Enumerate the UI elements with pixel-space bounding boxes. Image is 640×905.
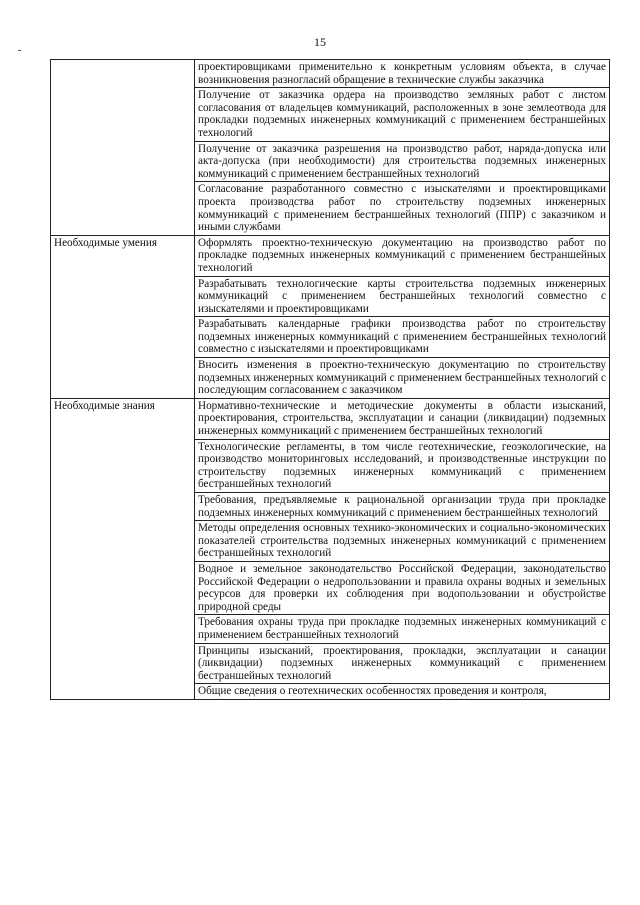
table-cell: Получение от заказчика разрешения на производство работ, наряда-допуска или акта-допуска (при необходимости) для строительства подземных инженерных коммуникаций с применением бестраншейных технологий xyxy=(195,141,610,182)
table-cell: Оформлять проектно-техническую документацию на производство работ по прокладке подземных инженерных коммуникаций с применением бестраншейных технологий xyxy=(195,235,610,276)
table-cell: Нормативно-технические и методические документы в области изысканий, проектирования, строительства, эксплуатации и санации (ликвидации) подземных инженерных коммуникаций с применением бестраншейных технологий xyxy=(195,398,610,439)
table-cell: Требования, предъявляемые к рациональной организации труда при прокладке подземных инженерных коммуникаций с применением бестраншейных технологий xyxy=(195,493,610,521)
table-cell: Вносить изменения в проектно-техническую документацию по строительству подземных инженерных коммуникаций с применением бестраншейных технологий с последующим согласованием с заказчиком xyxy=(195,358,610,399)
table-cell: Разрабатывать календарные графики производства работ по строительству подземных инженерных коммуникаций с применением бестраншейных технологий совместно с изыскателями и проектировщиками xyxy=(195,317,610,358)
table-cell: Технологические регламенты, в том числе геотехнические, геоэкологические, на производство мониторинговых исследований, и производственные инструкции по строительству подземных инженерных коммуникаций с применением бестраншейных технологий xyxy=(195,439,610,492)
table-row xyxy=(51,398,610,439)
table-cell: Требования охраны труда при прокладке подземных инженерных коммуникаций с применением бестраншейных технологий xyxy=(195,615,610,643)
table-row xyxy=(51,235,610,276)
page-number: 15 xyxy=(314,35,326,49)
scan-mark xyxy=(18,50,21,51)
table-cell: проектировщиками применительно к конкретным условиям объекта, в случае возникновения разногласий обращение в технические службы заказчика xyxy=(195,60,610,88)
table-cell: Методы определения основных технико-экономических и социально-экономических показателей строительства подземных инженерных коммуникаций с применением бестраншейных технологий xyxy=(195,521,610,562)
table-cell: Получение от заказчика ордера на производство земляных работ с листом согласования от владельцев коммуникаций, расположенных в зоне землеотвода для прокладки подземных инженерных коммуникаций с применением бестраншейных технологий xyxy=(195,88,610,141)
table-row xyxy=(51,60,610,88)
table-cell: Согласование разработанного совместно с изыскателями и проектировщиками проекта производства работ по строительству подземных инженерных коммуникаций с применением бестраншейных технологий (ППР) с заказчиком и иными службами xyxy=(195,182,610,235)
table-cell: Разрабатывать технологические карты строительства подземных инженерных коммуникаций с применением бестраншейных технологий совместно с изыскателями и проектировщиками xyxy=(195,276,610,317)
section-label-skills: Необходимые умения xyxy=(51,235,195,398)
table-cell: Принципы изысканий, проектирования, прокладки, эксплуатации и санации (ликвидации) подземных инженерных коммуникаций с применением бестраншейных технологий xyxy=(195,643,610,684)
table-cell: Водное и земельное законодательство Российской Федерации, законодательство Российской Федерации о недропользовании и правила охраны водных и земельных ресурсов для проверки их соблюдения при водопользовании и обустройстве природной среды xyxy=(195,561,610,614)
table-cell: Общие сведения о геотехнических особенностях проведения и контроля, xyxy=(195,684,610,700)
qualification-table xyxy=(50,59,610,700)
section-label xyxy=(51,60,195,236)
section-label-knowledge: Необходимые знания xyxy=(51,398,195,699)
